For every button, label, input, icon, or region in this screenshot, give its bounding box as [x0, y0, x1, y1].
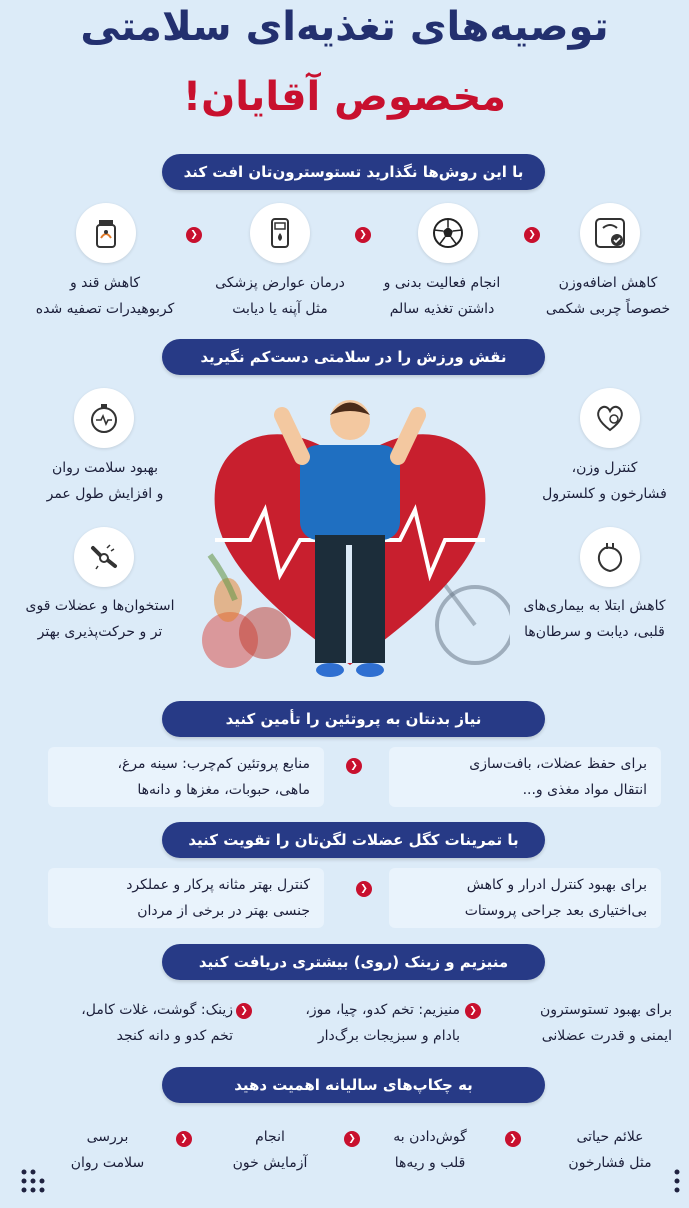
- section6-banner: به چکاپ‌های سالیانه اهمیت دهید: [162, 1067, 545, 1103]
- bullet-icon: ❮: [356, 881, 372, 897]
- section1-banner: با این روش‌ها نگذارید تستوسترون‌تان افت کند: [162, 154, 545, 190]
- section2-right-item-1: [520, 455, 689, 507]
- section6-item-4: [45, 1124, 170, 1176]
- section1-item-4: [10, 270, 200, 322]
- section2-left-item-2: [4, 593, 196, 645]
- item-line: منیزیم: تخم کدو، چیا، موز،: [305, 1002, 460, 1018]
- item-line: سلامت روان: [70, 1155, 145, 1171]
- item-line: بررسی: [86, 1129, 129, 1145]
- item-line: کاهش ابتلا به بیماری‌های: [523, 598, 666, 614]
- anatomical-heart-icon: [580, 527, 640, 587]
- stopwatch-heart-icon: [74, 388, 134, 448]
- item-line: بهبود سلامت روان: [52, 460, 158, 476]
- item-line: تخم کدو و دانه کنجد: [116, 1028, 233, 1044]
- section1-item-2: [362, 270, 522, 322]
- section1-item-1: [528, 270, 688, 322]
- item-line: برای بهبود تستوسترون: [540, 1002, 672, 1018]
- bullet-icon: ❮: [524, 227, 540, 243]
- item-line: کنترل وزن،: [571, 460, 638, 476]
- item-line: انجام فعالیت بدنی و: [383, 275, 501, 291]
- card-line: جنسی بهتر در برخی از مردان: [137, 903, 310, 919]
- bullet-icon: ❮: [176, 1131, 192, 1147]
- page-subtitle: مخصوص آقایان!: [182, 74, 507, 120]
- card-line: بی‌اختیاری بعد جراحی پروستات: [464, 903, 647, 919]
- glucometer-icon: [250, 203, 310, 263]
- item-line: استخوان‌ها و عضلات قوی: [25, 598, 175, 614]
- bullet-icon: ❮: [465, 1003, 481, 1019]
- item-line: داشتن تغذیه سالم: [389, 301, 495, 317]
- item-line: مثل آپنه یا دیابت: [232, 301, 328, 317]
- item-line: و افزایش طول عمر: [46, 486, 164, 502]
- section2-left-item-1: [20, 455, 190, 507]
- soccer-ball-icon: [418, 203, 478, 263]
- item-line: فشارخون و کلسترول: [542, 486, 667, 502]
- card-line: منابع پروتئین کم‌چرب: سینه مرغ،: [117, 756, 310, 772]
- section4-left-card: [48, 868, 324, 928]
- bullet-icon: ❮: [344, 1131, 360, 1147]
- section6-item-2: [365, 1124, 495, 1176]
- item-line: ایمنی و قدرت عضلانی: [541, 1028, 672, 1044]
- bullet-icon: ❮: [505, 1131, 521, 1147]
- item-line: کاهش قند و: [69, 275, 141, 291]
- item-line: گوش‌دادن به: [393, 1129, 467, 1145]
- section4-right-card: [389, 868, 661, 928]
- bullet-icon: ❮: [355, 227, 371, 243]
- dots-decoration-icon: [20, 1168, 46, 1198]
- sugar-jar-icon: [76, 203, 136, 263]
- item-line: قلب و ریه‌ها: [394, 1155, 466, 1171]
- section6-item-1: [540, 1124, 680, 1176]
- section5-banner: منیزیم و زینک (روی) بیشتری دریافت کنید: [162, 944, 545, 980]
- section5-item-2: [255, 997, 460, 1049]
- heart-illustration: [190, 395, 510, 695]
- item-line: مثل فشارخون: [568, 1155, 652, 1171]
- item-line: زینک: گوشت، غلات کامل،: [81, 1002, 233, 1018]
- dots-decoration-icon: [672, 1168, 688, 1198]
- item-line: علائم حیاتی: [576, 1129, 644, 1145]
- bullet-icon: ❮: [186, 227, 202, 243]
- section3-banner: نیاز بدنتان به پروتئین را تأمین کنید: [162, 701, 545, 737]
- section3-right-card: [389, 747, 661, 807]
- heart-health-icon: [580, 388, 640, 448]
- item-line: درمان عوارض پزشکی: [215, 275, 345, 291]
- joint-icon: [74, 527, 134, 587]
- card-line: ماهی، حبوبات، مغزها و دانه‌ها: [137, 782, 310, 798]
- item-line: بادام و سبزیجات برگ‌دار: [317, 1028, 460, 1044]
- page-title: توصیه‌های تغذیه‌ای سلامتی: [80, 4, 609, 50]
- item-line: خصوصاً چربی شکمی: [545, 301, 671, 317]
- section3-left-card: [48, 747, 324, 807]
- card-line: کنترل بهتر مثانه پرکار و عملکرد: [126, 877, 310, 893]
- item-line: تر و حرکت‌پذیری بهتر: [37, 624, 163, 640]
- card-line: برای بهبود کنترل ادرار و کاهش: [466, 877, 647, 893]
- section4-banner: با تمرینات کگل عضلات لگن‌تان را تقویت کنید: [162, 822, 545, 858]
- section1-item-3: [200, 270, 360, 322]
- bullet-icon: ❮: [236, 1003, 252, 1019]
- item-line: کاهش اضافه‌وزن: [558, 275, 658, 291]
- item-line: آزمایش خون: [232, 1155, 308, 1171]
- card-line: انتقال مواد مغذی و...: [522, 782, 647, 798]
- section5-item-3: [28, 997, 233, 1049]
- section2-banner: نقش ورزش را در سلامتی دست‌کم نگیرید: [162, 339, 545, 375]
- card-line: برای حفظ عضلات، بافت‌سازی: [469, 756, 647, 772]
- section6-item-3: [205, 1124, 335, 1176]
- scale-icon: [580, 203, 640, 263]
- section5-item-1: [482, 997, 672, 1049]
- item-line: کربوهیدرات تصفیه شده: [35, 301, 175, 317]
- item-line: انجام: [255, 1129, 285, 1145]
- item-line: قلبی، دیابت و سرطان‌ها: [524, 624, 665, 640]
- section2-right-item-2: [500, 593, 689, 645]
- bullet-icon: ❮: [346, 758, 362, 774]
